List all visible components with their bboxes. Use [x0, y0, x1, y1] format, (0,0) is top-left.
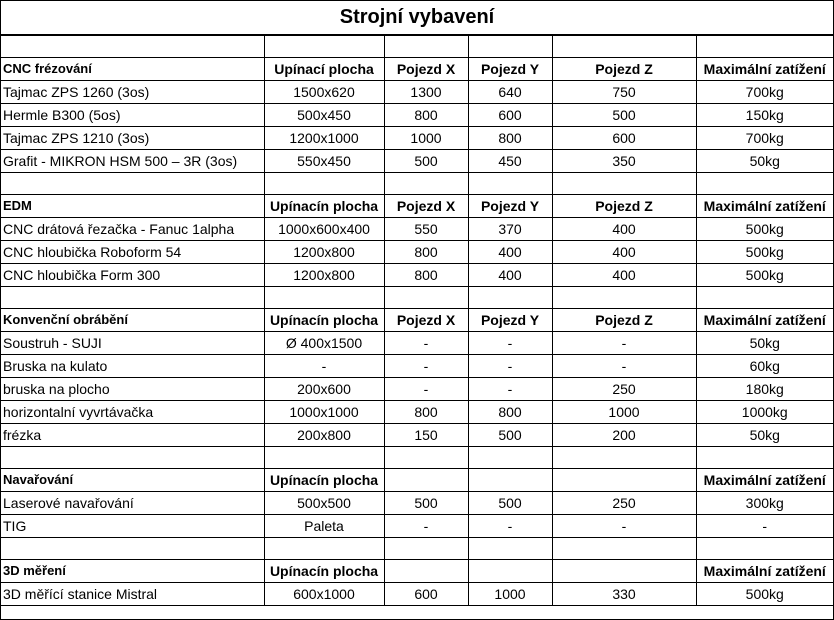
table-row: [1, 492, 833, 515]
empty-cell[interactable]: [1, 36, 264, 58]
value-cell[interactable]: 400: [552, 241, 696, 264]
empty-cell[interactable]: [552, 36, 696, 58]
machine-name-cell[interactable]: Laserové navařování: [1, 492, 264, 515]
value-cell[interactable]: 500: [384, 492, 468, 515]
value-cell[interactable]: 550: [384, 218, 468, 241]
column-header-cell[interactable]: [468, 560, 552, 583]
blank-row: [1, 538, 833, 560]
value-cell[interactable]: 1000: [468, 583, 552, 606]
value-cell[interactable]: 500kg: [696, 583, 833, 606]
empty-cell[interactable]: [468, 36, 552, 58]
value-cell[interactable]: 1000x600x400: [264, 218, 384, 241]
value-cell[interactable]: 600x1000: [264, 583, 384, 606]
value-cell[interactable]: 400: [468, 241, 552, 264]
table-row: [1, 401, 833, 424]
empty-cell[interactable]: [264, 173, 384, 195]
value-cell[interactable]: 800: [384, 264, 468, 287]
column-header-cell[interactable]: Pojezd X: [384, 58, 468, 81]
column-header-cell[interactable]: Pojezd Z: [552, 195, 696, 218]
value-cell[interactable]: 370: [468, 218, 552, 241]
value-cell[interactable]: Ø 400x1500: [264, 332, 384, 355]
empty-cell[interactable]: [696, 447, 833, 469]
column-header-cell[interactable]: Pojezd X: [384, 195, 468, 218]
value-cell[interactable]: 150kg: [696, 104, 833, 127]
value-cell[interactable]: 330: [552, 583, 696, 606]
value-cell[interactable]: 640: [468, 81, 552, 104]
value-cell[interactable]: -: [468, 378, 552, 401]
value-cell[interactable]: -: [468, 332, 552, 355]
value-cell[interactable]: 200x800: [264, 424, 384, 447]
column-header-cell[interactable]: Pojezd Z: [552, 58, 696, 81]
empty-cell[interactable]: [264, 36, 384, 58]
value-cell[interactable]: 50kg: [696, 150, 833, 173]
section-name-cell[interactable]: Konvenční obrábění: [1, 309, 264, 332]
value-cell[interactable]: 500kg: [696, 218, 833, 241]
value-cell[interactable]: 180kg: [696, 378, 833, 401]
empty-cell[interactable]: [1, 287, 264, 309]
machine-name-cell[interactable]: CNC hloubička Roboform 54: [1, 241, 264, 264]
value-cell[interactable]: -: [552, 355, 696, 378]
table-row: [1, 241, 833, 264]
value-cell[interactable]: 250: [552, 492, 696, 515]
table-row: [1, 264, 833, 287]
empty-cell[interactable]: [384, 447, 468, 469]
section-header-row: [1, 58, 833, 81]
value-cell[interactable]: 500: [384, 150, 468, 173]
machine-name-cell[interactable]: horizontalní vyvrtávačka: [1, 401, 264, 424]
empty-cell[interactable]: [552, 538, 696, 560]
column-header-cell[interactable]: Maximální zatížení: [696, 195, 833, 218]
value-cell[interactable]: -: [696, 515, 833, 538]
column-header-cell[interactable]: Maximální zatížení: [696, 469, 833, 492]
value-cell[interactable]: 500: [552, 104, 696, 127]
section-name-cell[interactable]: CNC frézování: [1, 58, 264, 81]
section-name-cell[interactable]: Navařování: [1, 469, 264, 492]
machine-name-cell[interactable]: TIG: [1, 515, 264, 538]
section-name-cell[interactable]: 3D měření: [1, 560, 264, 583]
column-header-cell[interactable]: Maximální zatížení: [696, 58, 833, 81]
machine-name-cell[interactable]: Bruska na kulato: [1, 355, 264, 378]
machine-name-cell[interactable]: Soustruh - SUJI: [1, 332, 264, 355]
column-header-cell[interactable]: [384, 560, 468, 583]
empty-cell[interactable]: [264, 538, 384, 560]
column-header-cell[interactable]: Upínacín plocha: [264, 195, 384, 218]
machine-name-cell[interactable]: bruska na plocho: [1, 378, 264, 401]
equipment-table-body: [1, 36, 833, 606]
value-cell[interactable]: 1000kg: [696, 401, 833, 424]
value-cell[interactable]: 500x450: [264, 104, 384, 127]
value-cell[interactable]: 800: [468, 127, 552, 150]
table-row: [1, 515, 833, 538]
value-cell[interactable]: 800: [384, 104, 468, 127]
machine-name-cell[interactable]: CNC hloubička Form 300: [1, 264, 264, 287]
value-cell[interactable]: -: [264, 355, 384, 378]
value-cell[interactable]: 1200x1000: [264, 127, 384, 150]
column-header-cell[interactable]: Maximální zatížení: [696, 560, 833, 583]
column-header-cell[interactable]: Pojezd Z: [552, 309, 696, 332]
machine-name-cell[interactable]: Tajmac ZPS 1210 (3os): [1, 127, 264, 150]
value-cell[interactable]: 200: [552, 424, 696, 447]
value-cell[interactable]: 700kg: [696, 127, 833, 150]
empty-cell[interactable]: [552, 287, 696, 309]
column-header-cell[interactable]: Pojezd Y: [468, 195, 552, 218]
value-cell[interactable]: 500: [468, 492, 552, 515]
blank-row: [1, 287, 833, 309]
machine-name-cell[interactable]: Hermle B300 (5os): [1, 104, 264, 127]
column-header-cell[interactable]: Pojezd X: [384, 309, 468, 332]
value-cell[interactable]: 800: [468, 401, 552, 424]
value-cell[interactable]: 1200x800: [264, 241, 384, 264]
value-cell[interactable]: 600: [384, 583, 468, 606]
empty-cell[interactable]: [468, 287, 552, 309]
empty-cell[interactable]: [1, 173, 264, 195]
value-cell[interactable]: 600: [552, 127, 696, 150]
value-cell[interactable]: 50kg: [696, 332, 833, 355]
empty-cell[interactable]: [384, 538, 468, 560]
value-cell[interactable]: 1300: [384, 81, 468, 104]
value-cell[interactable]: -: [552, 332, 696, 355]
column-header-cell[interactable]: [552, 469, 696, 492]
value-cell[interactable]: 300kg: [696, 492, 833, 515]
value-cell[interactable]: -: [384, 355, 468, 378]
empty-cell[interactable]: [384, 173, 468, 195]
column-header-cell[interactable]: Pojezd Y: [468, 58, 552, 81]
value-cell[interactable]: 400: [468, 264, 552, 287]
table-row: [1, 355, 833, 378]
value-cell[interactable]: 250: [552, 378, 696, 401]
value-cell[interactable]: 800: [384, 401, 468, 424]
value-cell[interactable]: 1000x1000: [264, 401, 384, 424]
value-cell[interactable]: 600: [468, 104, 552, 127]
value-cell[interactable]: 1500x620: [264, 81, 384, 104]
value-cell[interactable]: 500kg: [696, 241, 833, 264]
value-cell[interactable]: -: [552, 515, 696, 538]
value-cell[interactable]: 400: [552, 218, 696, 241]
value-cell[interactable]: 50kg: [696, 424, 833, 447]
machine-name-cell[interactable]: 3D měřící stanice Mistral: [1, 583, 264, 606]
machine-name-cell[interactable]: Tajmac ZPS 1260 (3os): [1, 81, 264, 104]
empty-cell[interactable]: [264, 447, 384, 469]
empty-cell[interactable]: [468, 538, 552, 560]
section-name-cell[interactable]: EDM: [1, 195, 264, 218]
section-header-row: [1, 469, 833, 492]
column-header-cell[interactable]: Upínacín plocha: [264, 309, 384, 332]
empty-cell[interactable]: [552, 173, 696, 195]
table-row: [1, 378, 833, 401]
table-row: [1, 332, 833, 355]
empty-cell[interactable]: [696, 173, 833, 195]
machine-name-cell[interactable]: frézka: [1, 424, 264, 447]
empty-cell[interactable]: [1, 538, 264, 560]
column-header-cell[interactable]: Maximální zatížení: [696, 309, 833, 332]
value-cell[interactable]: Paleta: [264, 515, 384, 538]
empty-cell[interactable]: [552, 447, 696, 469]
section-header-row: [1, 560, 833, 583]
column-header-cell[interactable]: Upínacín plocha: [264, 469, 384, 492]
table-row: [1, 104, 833, 127]
value-cell[interactable]: 200x600: [264, 378, 384, 401]
blank-row: [1, 173, 833, 195]
machine-name-cell[interactable]: CNC drátová řezačka - Fanuc 1alpha: [1, 218, 264, 241]
value-cell[interactable]: 350: [552, 150, 696, 173]
value-cell[interactable]: -: [468, 355, 552, 378]
table-row: [1, 81, 833, 104]
value-cell[interactable]: 60kg: [696, 355, 833, 378]
table-row: [1, 218, 833, 241]
value-cell[interactable]: 1000: [384, 127, 468, 150]
empty-cell[interactable]: [468, 447, 552, 469]
table-row: [1, 150, 833, 173]
empty-cell[interactable]: [468, 173, 552, 195]
blank-row: [1, 36, 833, 58]
table-row: [1, 424, 833, 447]
sheet-title: Strojní vybavení: [1, 1, 833, 35]
empty-cell[interactable]: [1, 447, 264, 469]
value-cell[interactable]: 400: [552, 264, 696, 287]
column-header-cell[interactable]: [468, 469, 552, 492]
value-cell[interactable]: 500x500: [264, 492, 384, 515]
table-row: [1, 583, 833, 606]
machine-name-cell[interactable]: Grafit - MIKRON HSM 500 – 3R (3os): [1, 150, 264, 173]
value-cell[interactable]: 1200x800: [264, 264, 384, 287]
value-cell[interactable]: 500kg: [696, 264, 833, 287]
column-header-cell[interactable]: Upínací plocha: [264, 58, 384, 81]
value-cell[interactable]: 1000: [552, 401, 696, 424]
value-cell[interactable]: 700kg: [696, 81, 833, 104]
empty-cell[interactable]: [384, 36, 468, 58]
value-cell[interactable]: 550x450: [264, 150, 384, 173]
empty-cell[interactable]: [696, 36, 833, 58]
value-cell[interactable]: -: [384, 332, 468, 355]
empty-cell[interactable]: [264, 287, 384, 309]
empty-cell[interactable]: [696, 538, 833, 560]
empty-cell[interactable]: [696, 287, 833, 309]
column-header-cell[interactable]: Pojezd Y: [468, 309, 552, 332]
value-cell[interactable]: -: [384, 378, 468, 401]
value-cell[interactable]: 500: [468, 424, 552, 447]
column-header-cell[interactable]: Upínacín plocha: [264, 560, 384, 583]
value-cell[interactable]: 800: [384, 241, 468, 264]
section-header-row: [1, 195, 833, 218]
value-cell[interactable]: -: [384, 515, 468, 538]
column-header-cell[interactable]: [384, 469, 468, 492]
value-cell[interactable]: -: [468, 515, 552, 538]
value-cell[interactable]: 450: [468, 150, 552, 173]
section-header-row: [1, 309, 833, 332]
column-header-cell[interactable]: [552, 560, 696, 583]
empty-cell[interactable]: [384, 287, 468, 309]
value-cell[interactable]: 150: [384, 424, 468, 447]
table-row: [1, 127, 833, 150]
blank-row: [1, 447, 833, 469]
value-cell[interactable]: 750: [552, 81, 696, 104]
equipment-table: [1, 35, 833, 606]
